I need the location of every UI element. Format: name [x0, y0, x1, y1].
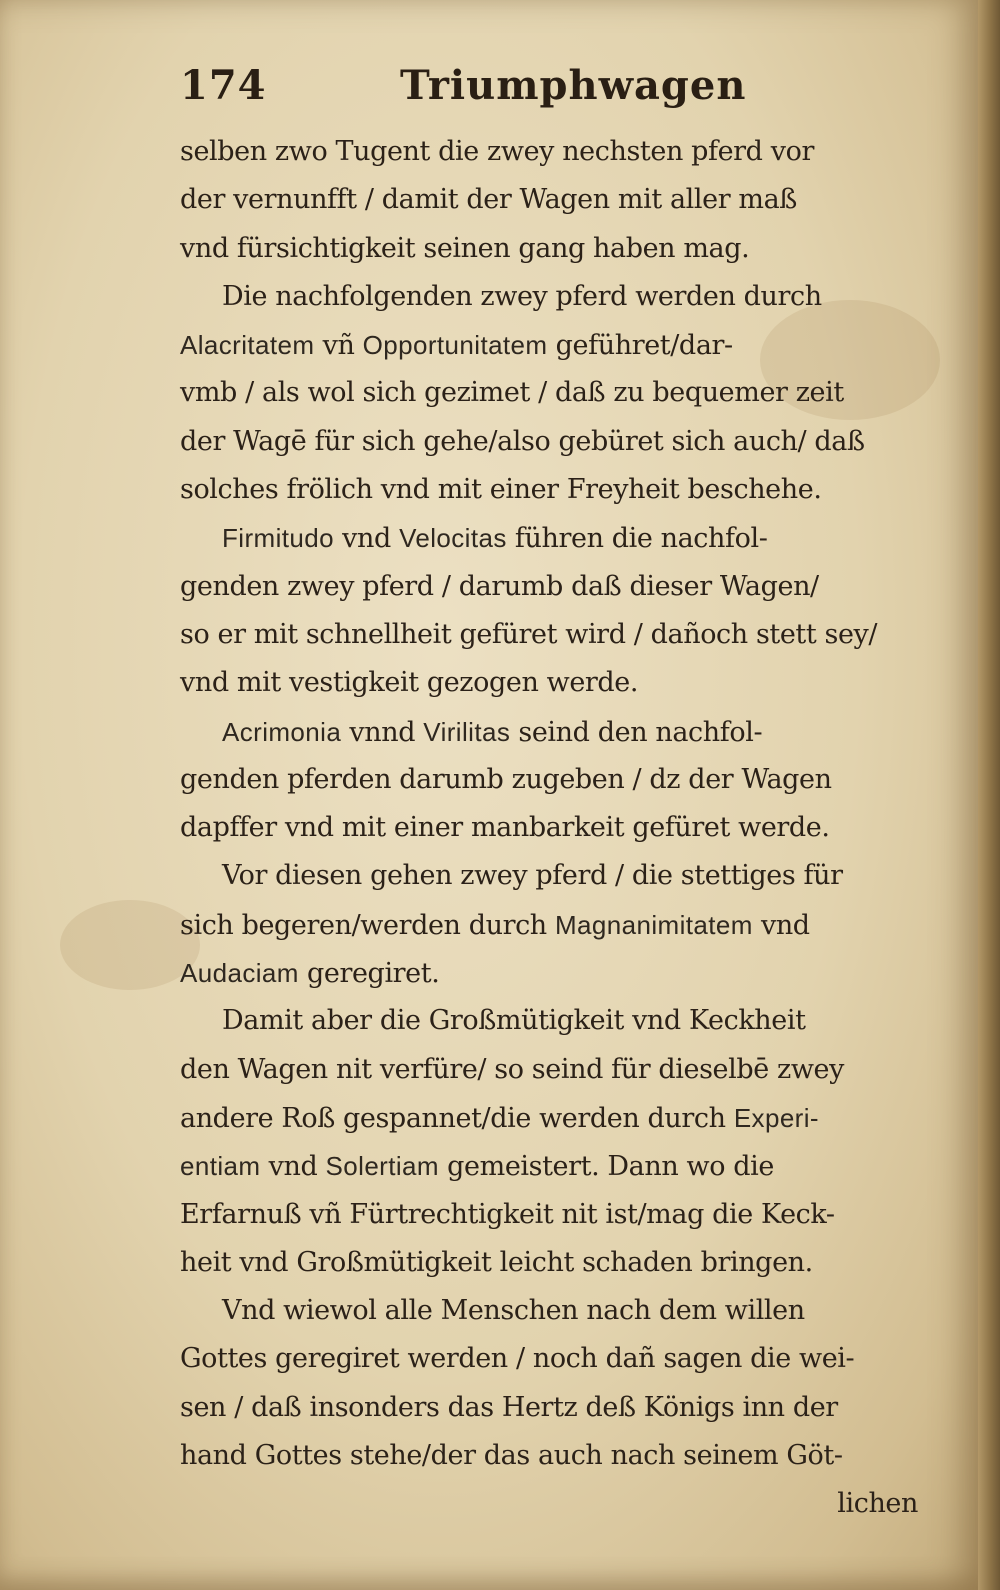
- text-line: [180, 466, 940, 514]
- text-line: [180, 708, 940, 756]
- latin-term: Virilitas: [423, 716, 511, 747]
- text-line: [180, 1191, 940, 1239]
- text-line: [180, 1384, 940, 1432]
- line-text: sen / daß insonders das Hertz deß Königs inn der: [180, 1391, 838, 1423]
- line-text: vnd mit vestigkeit gezogen werde.: [180, 667, 639, 699]
- running-head: Triumphwagen: [400, 62, 747, 109]
- page-edge: [978, 0, 1000, 1590]
- text-line: [180, 369, 940, 417]
- text-line: [180, 756, 940, 804]
- text-line: [180, 997, 940, 1045]
- text-line: [180, 128, 940, 176]
- latin-term: Velocitas: [399, 523, 507, 554]
- line-text: den Wagen nit verfüre/ so seind für dieselbē zwey: [180, 1053, 844, 1085]
- line-text: hand Gottes stehe/der das auch nach seinem Göt-: [180, 1440, 843, 1472]
- text-line: [180, 804, 940, 852]
- latin-term: Firmitudo: [222, 523, 334, 554]
- text-line: [180, 1432, 940, 1480]
- line-text: Vnd wiewol alle Menschen nach dem willen: [222, 1295, 805, 1327]
- line-text: Vor diesen gehen zwey pferd / die stettiges für: [222, 860, 843, 892]
- latin-term: entiam: [180, 1151, 261, 1182]
- line-text: Gottes geregiret werden / noch dañ sagen die wei-: [180, 1343, 855, 1375]
- text-line: [180, 563, 940, 611]
- line-text: Damit aber die Großmütigkeit vnd Keckheit: [222, 1005, 806, 1037]
- line-text: vnnd: [341, 716, 424, 748]
- latin-term: Solertiam: [325, 1151, 439, 1182]
- text-line: [180, 1046, 940, 1094]
- line-text: seind den nachfol-: [510, 716, 763, 748]
- line-text: lichen: [837, 1488, 918, 1520]
- text-line: [180, 176, 940, 224]
- line-text: sich begeren/werden durch: [180, 909, 555, 941]
- line-text: Erfarnuß vñ Fürtrechtigkeit nit ist/mag die Keck-: [180, 1198, 835, 1230]
- text-line: [180, 514, 940, 562]
- text-line: [180, 321, 940, 369]
- line-text: vñ: [314, 330, 363, 362]
- text-line: [180, 611, 940, 659]
- line-text: vnd: [752, 909, 810, 941]
- text-line: [180, 949, 940, 997]
- text-line: [180, 1094, 940, 1142]
- latin-term: Alacritatem: [180, 330, 315, 361]
- text-line: [180, 418, 940, 466]
- line-text: selben zwo Tugent die zwey nechsten pferd vor: [180, 136, 814, 167]
- line-text: gemeistert. Dann wo die: [438, 1151, 774, 1183]
- text-line: [180, 659, 940, 707]
- line-text: heit vnd Großmütigkeit leicht schaden bringen.: [180, 1246, 813, 1278]
- line-text: genden zwey pferd / darumb daß dieser Wagen/: [180, 570, 819, 602]
- line-text: solches frölich vnd mit einer Freyheit beschehe.: [180, 474, 822, 506]
- text-line: [180, 273, 940, 321]
- paper-stain: [60, 900, 200, 990]
- latin-term: Acrimonia: [222, 716, 342, 747]
- line-text: der Wagē für sich gehe/also gebüret sich auch/ daß: [180, 425, 865, 457]
- line-text: genden pferden darumb zugeben / dz der Wagen: [180, 763, 832, 795]
- body-text: [180, 128, 940, 1529]
- line-text: vnd fürsichtigkeit seinen gang haben mag.: [180, 232, 750, 264]
- line-text: andere Roß gespannet/die werden durch: [180, 1102, 734, 1134]
- line-text: vnd: [260, 1151, 326, 1183]
- line-text: der vernunfft / damit der Wagen mit aller maß: [180, 184, 797, 216]
- line-text: dapffer vnd mit einer manbarkeit gefüret werde.: [180, 812, 830, 844]
- latin-term: Experi-: [733, 1102, 819, 1133]
- text-line: [180, 1239, 940, 1287]
- latin-term: Audaciam: [180, 958, 299, 989]
- text-line: [180, 1335, 940, 1383]
- text-line: [180, 901, 940, 949]
- page-header: [180, 62, 747, 122]
- text-line: [180, 852, 940, 900]
- text-line: [180, 1287, 940, 1335]
- line-text: geführet/dar-: [547, 330, 733, 362]
- line-text: vnd: [333, 523, 400, 555]
- text-line: [180, 1480, 940, 1528]
- line-text: geregiret.: [298, 958, 440, 990]
- page-number: 174: [180, 62, 267, 109]
- line-text: so er mit schnellheit gefüret wird / dañoch stett sey/: [180, 618, 878, 650]
- line-text: führen die nachfol-: [506, 523, 768, 555]
- text-line: [180, 1142, 940, 1190]
- latin-term: Magnanimitatem: [554, 909, 753, 940]
- line-text: Die nachfolgenden zwey pferd werden durch: [222, 280, 822, 312]
- line-text: vmb / als wol sich gezimet / daß zu bequemer zeit: [180, 377, 844, 409]
- text-line: [180, 225, 940, 273]
- latin-term: Opportunitatem: [362, 330, 548, 361]
